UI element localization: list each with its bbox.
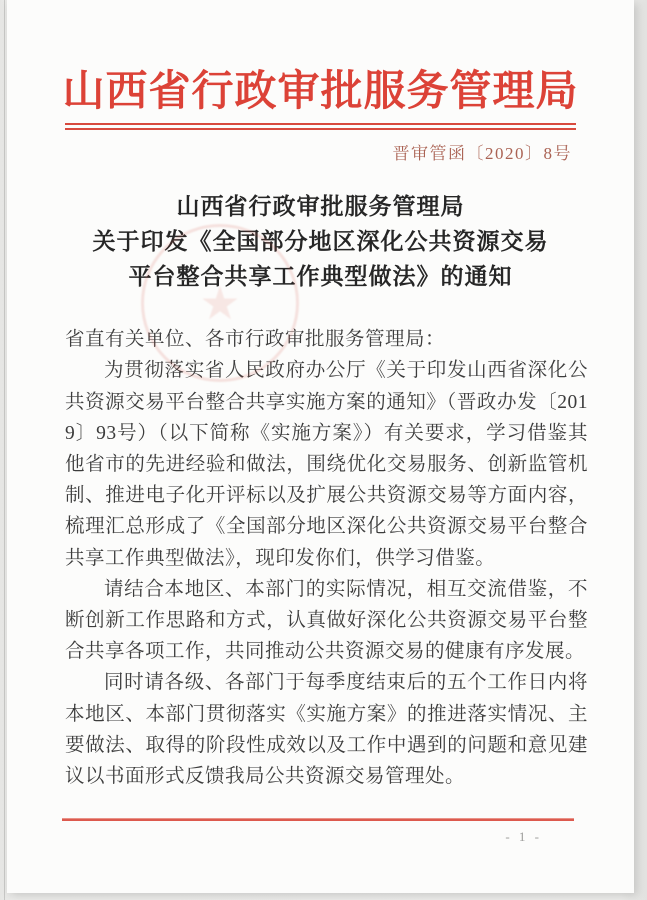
salutation-line: 省直有关单位、各市行政审批服务管理局： bbox=[65, 329, 446, 351]
letterhead-agency-name: 山西省行政审批服务管理局 bbox=[62, 69, 579, 115]
body-paragraph-1: 为贯彻落实省人民政府办公厅《关于印发山西省深化公共资源交易平台整合共享实施方案的通知》（晋政办发〔2019〕93号）（以下简称《实施方案》）有关要求，学习借鉴其他省市的先进经验和做法，围绕优化交易服务、创新监管机制、推进电子化开评标以及扩展公共资源交易等方面内容，梳理汇总形成了《全国部分地区深化公共资源交易平台整合共享工作典型做法》，现印发你们，供学习借鉴。 bbox=[65, 360, 588, 569]
body-paragraph-2: 请结合本地区、本部门的实际情况，相互交流借鉴，不断创新工作思路和方式，认真做好深化公共资源交易平台整合共享各项工作，共同推动公共资源交易的健康有序发展。 bbox=[65, 578, 588, 663]
footer-divider bbox=[62, 818, 574, 821]
body-paragraph-3: 同时请各级、各部门于每季度结束后的五个工作日内将本地区、本部门贯彻落实《实施方案》的推进落实情况、主要做法、取得的阶段性成效以及工作中遇到的问题和意见建议以书面形式反馈我局公共资源交易管理处。 bbox=[65, 672, 588, 787]
title-line-2: 关于印发《全国部分地区深化公共资源交易 bbox=[92, 229, 549, 255]
title-line-3: 平台整合共享工作典型做法》的通知 bbox=[128, 264, 513, 290]
document-number: 晋审管函〔2020〕8号 bbox=[392, 144, 572, 164]
seal-star-icon: ★ bbox=[199, 276, 241, 330]
letterhead-divider bbox=[65, 123, 576, 130]
document-body bbox=[65, 324, 588, 792]
title-line-1: 山西省行政审批服务管理局 bbox=[176, 194, 465, 220]
document-title bbox=[7, 189, 634, 294]
page-number-row bbox=[7, 829, 634, 845]
document-page bbox=[7, 0, 634, 893]
page-number: - 1 - bbox=[505, 829, 542, 844]
